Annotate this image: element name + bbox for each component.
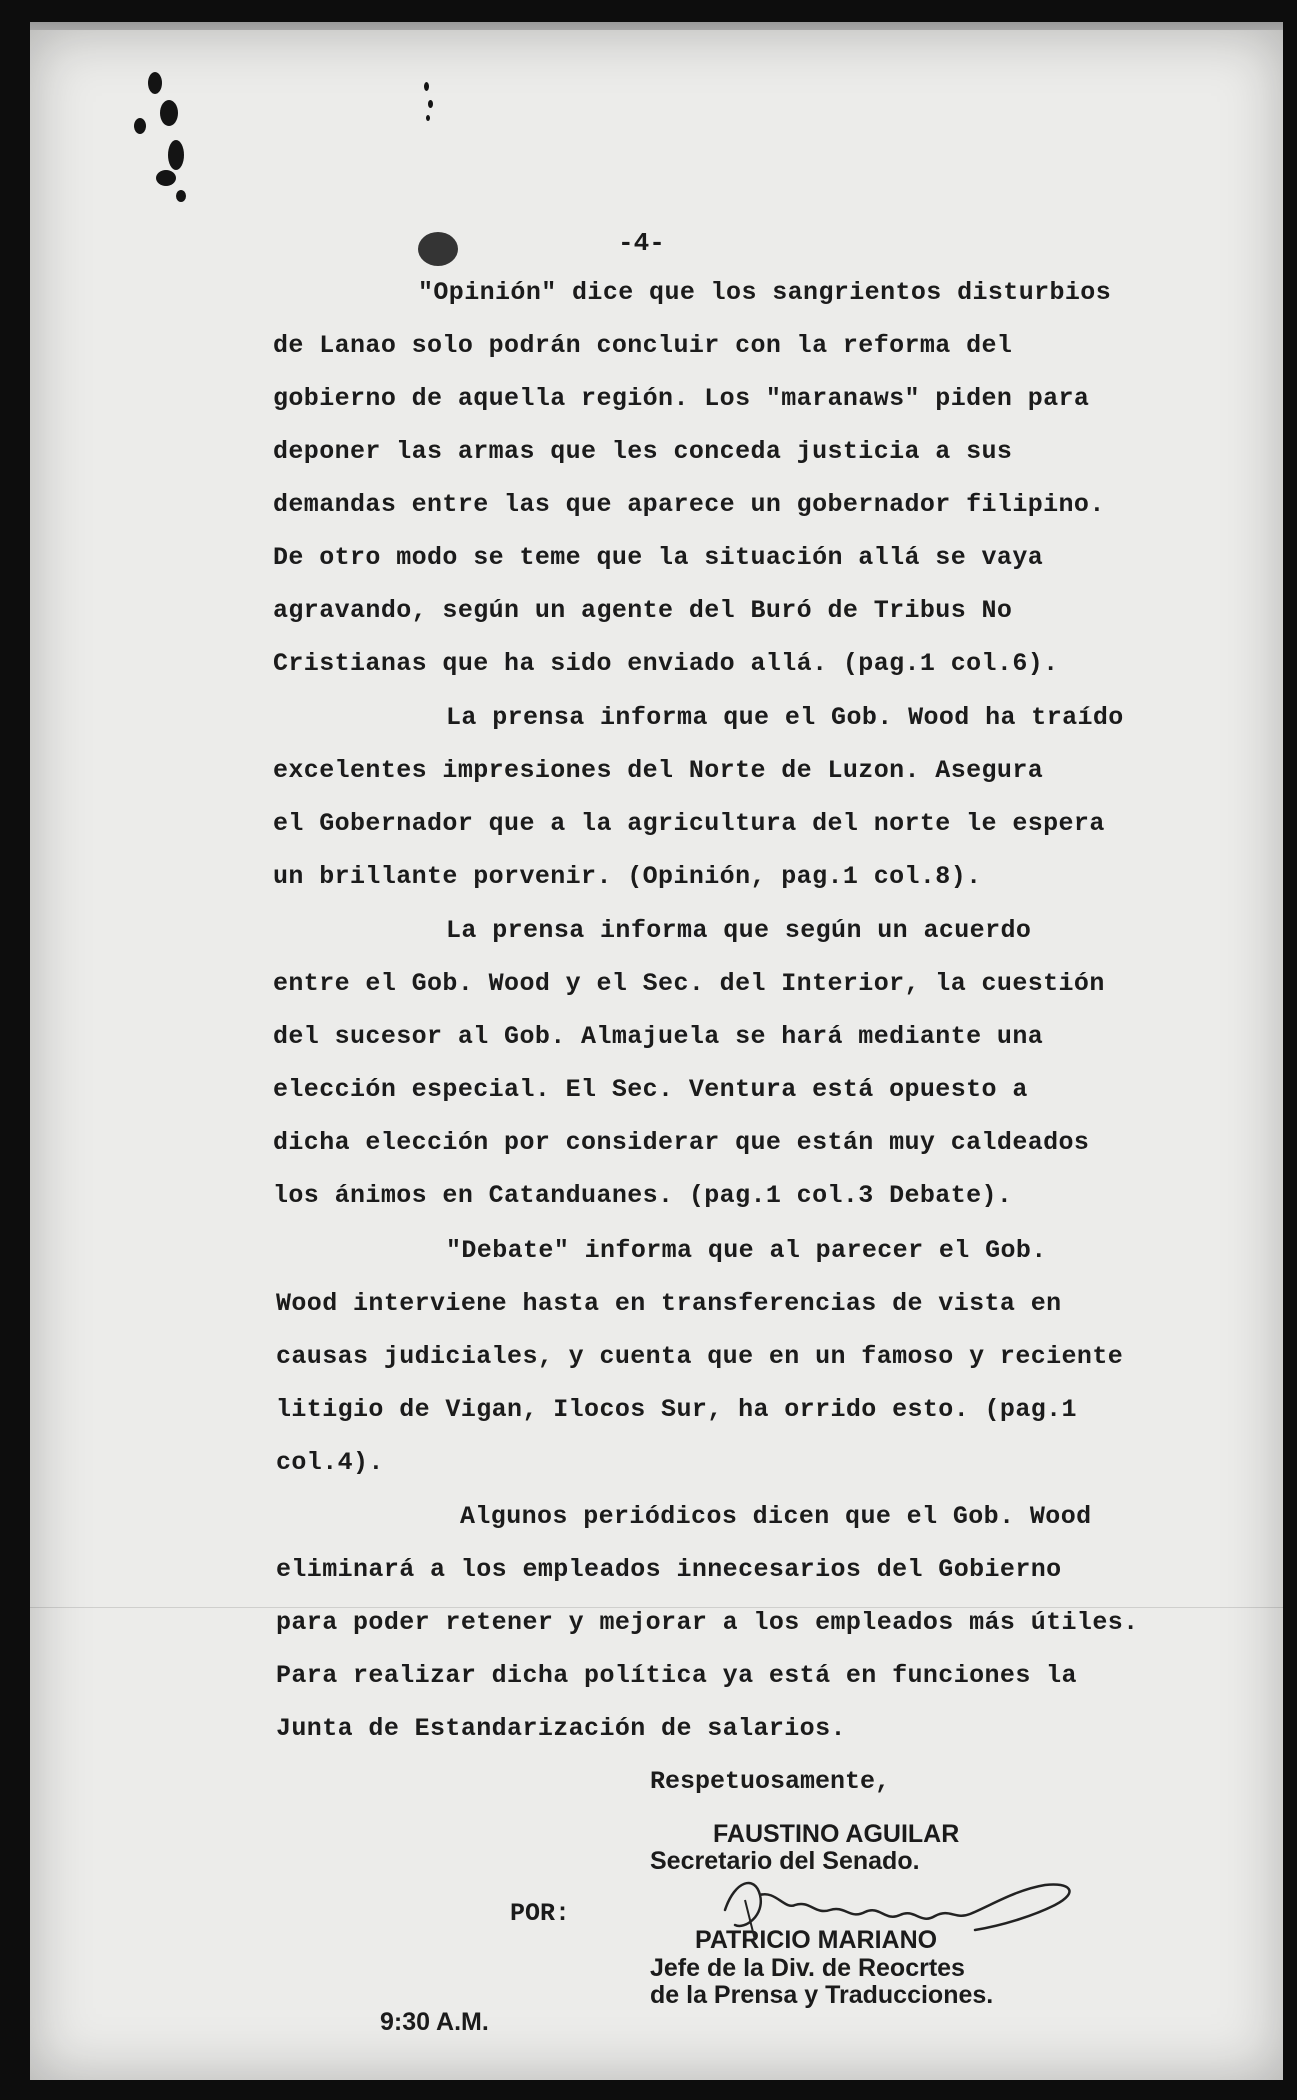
ink-blot [426,115,430,121]
text-line: el Gobernador que a la agricultura del norte le espera [273,809,1105,838]
text-line: eliminará a los empleados innecesarios del Gobierno [276,1555,1062,1584]
text-line: los ánimos en Catanduanes. (pag.1 col.3 Debate). [273,1181,1013,1210]
text-line: entre el Gob. Wood y el Sec. del Interior, la cuestión [273,969,1105,998]
deputy-title: de la Prensa y Traducciones. [650,1981,994,2009]
text-line: para poder retener y mejorar a los empleados más útiles. [276,1608,1139,1637]
text-line: excelentes impresiones del Norte de Luzon. Asegura [273,756,1044,785]
text-line: "Opinión" dice que los sangrientos disturbios [418,278,1112,307]
text-line: Algunos periódicos dicen que el Gob. Wood [460,1502,1092,1531]
text-line: causas judiciales, y cuenta que en un famoso y reciente [276,1342,1124,1371]
ink-blot [160,100,178,126]
text-line: del sucesor al Gob. Almajuela se hará mediante una [273,1022,1044,1051]
signer-title: Secretario del Senado. [650,1847,920,1875]
salutation: Respetuosamente, [650,1767,891,1796]
por-label: POR: [510,1899,571,1928]
text-line: La prensa informa que según un acuerdo [446,916,1032,945]
text-line: La prensa informa que el Gob. Wood ha traído [446,703,1124,732]
deputy-name: PATRICIO MARIANO [695,1926,938,1954]
text-line: "Debate" informa que al parecer el Gob. [446,1236,1047,1265]
text-line: Cristianas que ha sido enviado allá. (pag.1 col.6). [273,649,1059,678]
ink-blot [156,170,176,186]
text-line: litigio de Vigan, Ilocos Sur, ha orrido esto. (pag.1 [276,1395,1077,1424]
text-line: agravando, según un agente del Buró de Tribus No [273,596,1013,625]
text-line: un brillante porvenir. (Opinión, pag.1 col.8). [273,862,982,891]
ink-blot [168,140,184,170]
ink-blot [176,190,186,202]
text-line: Wood interviene hasta en transferencias de vista en [276,1289,1062,1318]
ink-blot [134,118,146,134]
ink-blot [418,232,458,266]
text-line: dicha elección por considerar que están muy caldeados [273,1128,1090,1157]
text-line: De otro modo se teme que la situación allá se vaya [273,543,1044,572]
text-line: demandas entre las que aparece un gobernador filipino. [273,490,1105,519]
text-line: Para realizar dicha política ya está en funciones la [276,1661,1077,1690]
page-number: -4- [618,228,665,258]
text-line: deponer las armas que les conceda justicia a sus [273,437,1013,466]
deputy-title: Jefe de la Div. de Reocrtes [650,1954,965,1982]
text-line: elección especial. El Sec. Ventura está opuesto a [273,1075,1028,1104]
ink-blot [424,82,429,91]
text-line: Junta de Estandarización de salarios. [276,1714,846,1743]
handwritten-signature [715,1870,1095,1950]
timestamp: 9:30 A.M. [380,2008,489,2036]
text-line: gobierno de aquella región. Los "maranaws" piden para [273,384,1090,413]
signer-name: FAUSTINO AGUILAR [713,1820,960,1848]
ink-blot [148,72,162,94]
text-line: de Lanao solo podrán concluir con la reforma del [273,331,1013,360]
text-line: col.4). [276,1448,384,1477]
ink-blot [428,100,433,108]
